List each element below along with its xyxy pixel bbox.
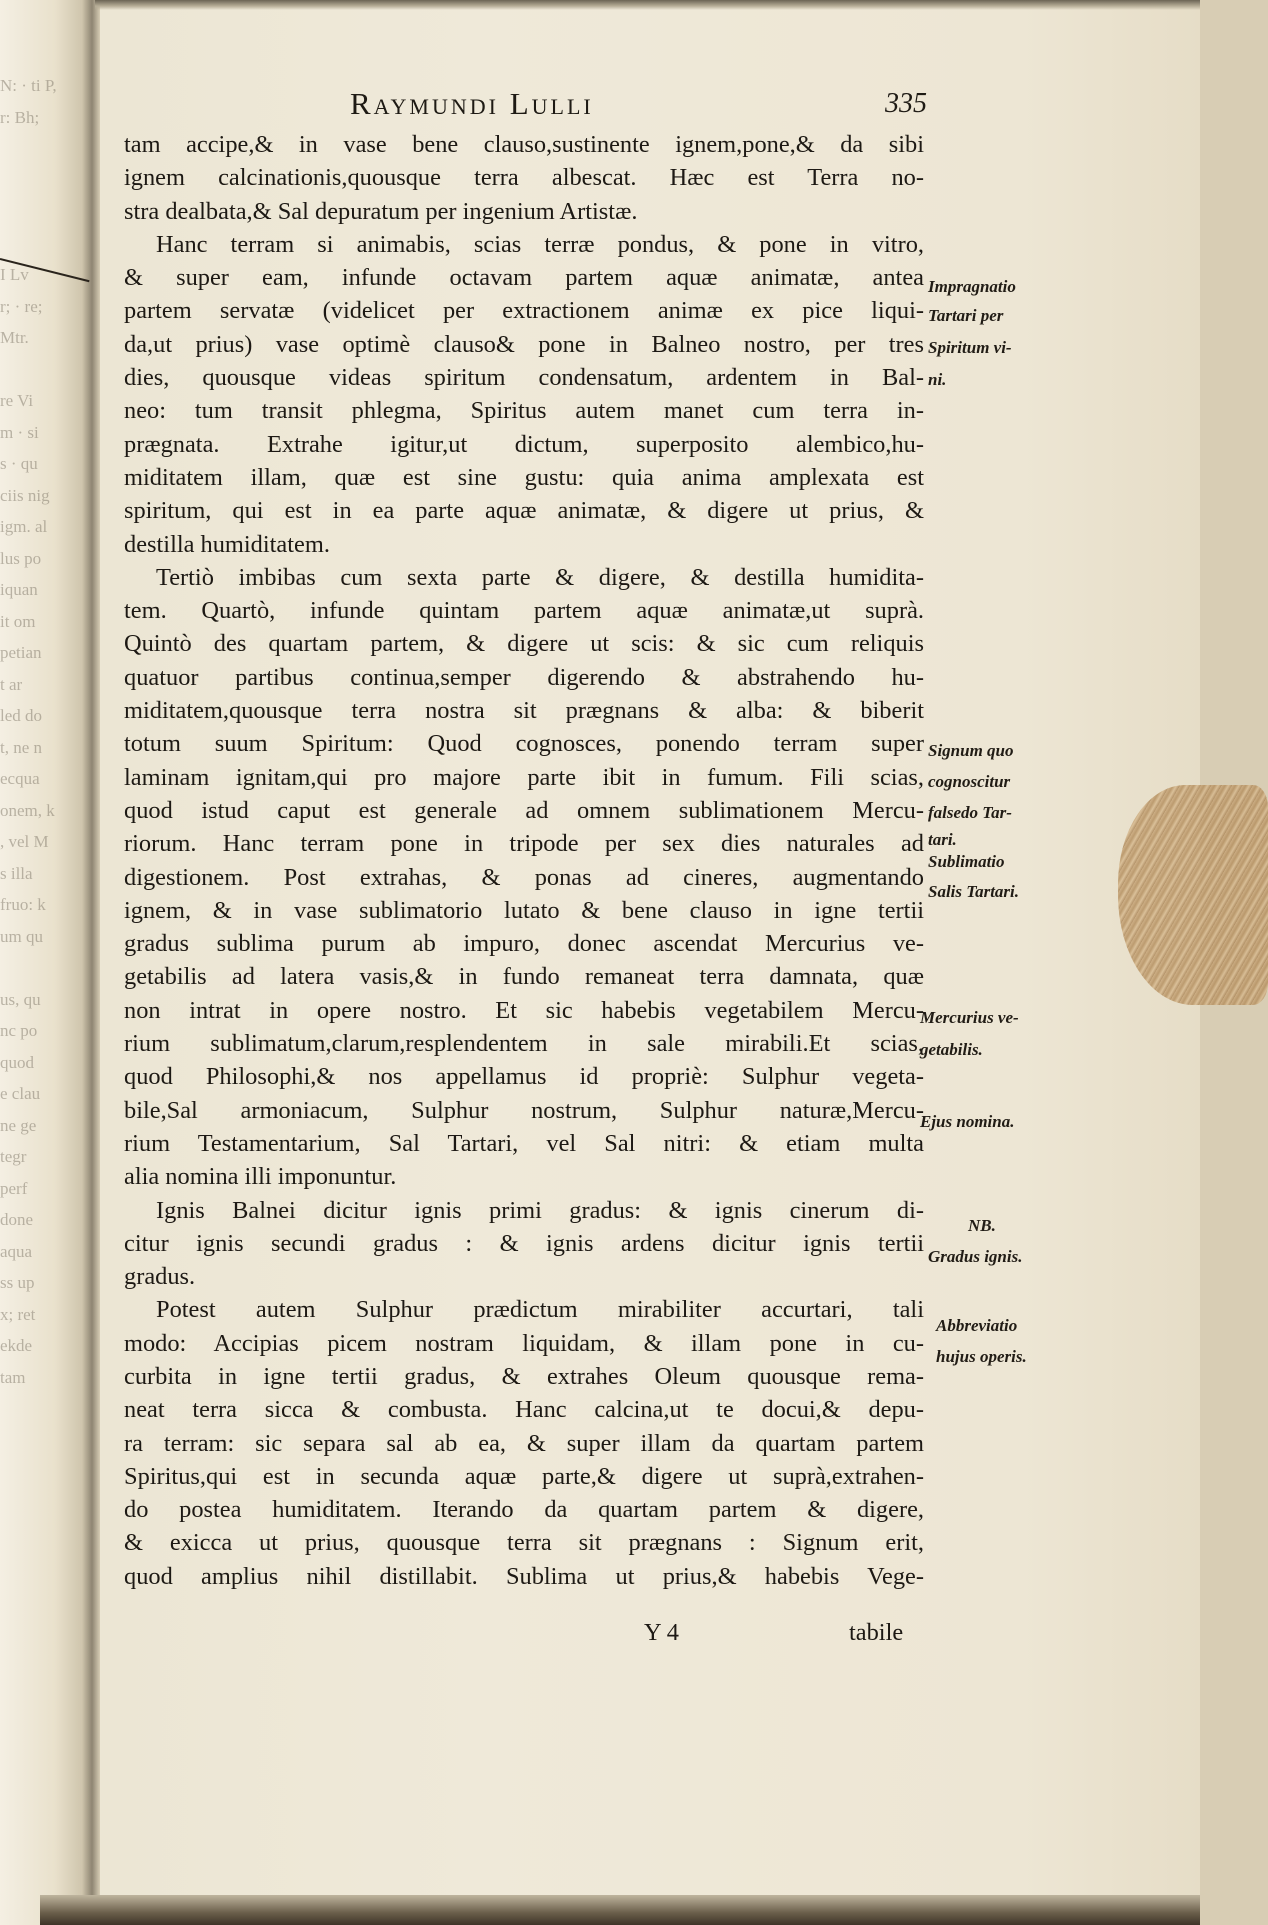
bottom-page-edge — [40, 1895, 1200, 1925]
text-line: ra terram: sic separa sal ab ea, & super illam da quartam partem — [124, 1429, 924, 1457]
text-line: citur ignis secundi gradus : & ignis ardens dicitur ignis tertii — [124, 1229, 924, 1257]
margin-note: Tartari per — [928, 306, 1004, 325]
margin-note: getabilis. — [920, 1040, 983, 1059]
page-header — [350, 82, 950, 126]
text-line: rium sublimatum,clarum,resplendentem in sale mirabili.Et scias, — [124, 1030, 924, 1058]
margin-note: ni. — [928, 370, 947, 389]
text-line: Potest autem Sulphur prædictum mirabiliter accurtari, tali — [156, 1296, 924, 1324]
margin-note: Impragnatio — [928, 277, 1016, 296]
text-line: laminam ignitam,qui pro majore parte ibit in fumum. Fili scias, — [124, 763, 924, 791]
text-line: ignem calcinationis,quousque terra albescat. Hæc est Terra no- — [124, 164, 924, 192]
text-line: Hanc terram si animabis, scias terræ pondus, & pone in vitro, — [156, 230, 924, 258]
running-head: Raymundi Lulli — [350, 86, 594, 121]
text-line: gradus. — [124, 1263, 196, 1291]
catchword: tabile — [849, 1619, 904, 1646]
margin-notes — [920, 0, 1068, 1925]
text-line: bile,Sal armoniacum, Sulphur nostrum, Sulphur naturæ,Mercu- — [124, 1096, 924, 1124]
facing-page-bleed: N: · ti P, r: Bh; I Lv r; · re; Mtr. re Vi m · si s · qu ciis nig igm. al lus po iquan it om petian t ar led do t, ne n ecqua onem, k , vel M s illa fruo: k um qu us, qu nc po quod e clau ne ge tegr perf done aqua ss up x; ret ekde tam — [0, 76, 57, 1387]
text-line: riorum. Hanc terram pone in tripode per sex dies naturales ad — [124, 830, 924, 858]
text-line: curbita in igne tertii gradus, & extrahes Oleum quousque rema- — [124, 1362, 924, 1390]
text-line: partem servatæ (videlicet per extractionem animæ ex pice liqui- — [124, 297, 924, 325]
margin-note: Spiritum vi- — [928, 338, 1012, 357]
text-line: quatuor partibus continua,semper digerendo & abstrahendo hu- — [124, 663, 924, 691]
text-line: quod amplius nihil distillabit. Sublima ut prius,& habebis Vege- — [124, 1562, 924, 1590]
margin-note: Ejus nomina. — [920, 1112, 1015, 1131]
text-line: da,ut prius) vase optimè clauso& pone in Balneo nostro, per tres — [124, 330, 924, 358]
text-line: & exicca ut prius, quousque terra sit prægnans : Signum erit, — [124, 1529, 924, 1557]
margin-note: Mercurius ve- — [920, 1008, 1019, 1027]
text-line: destilla humiditatem. — [124, 530, 330, 558]
text-line: getabilis ad latera vasis,& in fundo remaneat terra damnata, quæ — [124, 963, 924, 991]
margin-note: Gradus ignis. — [928, 1247, 1023, 1266]
text-line: tem. Quartò, infunde quintam partem aquæ animatæ,ut suprà. — [124, 597, 924, 625]
text-line: neo: tum transit phlegma, Spiritus autem manet cum terra in- — [124, 397, 924, 425]
text-line: tam accipe,& in vase bene clauso,sustinente ignem,pone,& da sibi — [124, 131, 924, 158]
text-line: non intrat in opere nostro. Et sic habebis vegetabilem Mercu- — [124, 996, 924, 1024]
margin-note: Abbreviatio — [936, 1316, 1018, 1335]
text-line: miditatem illam, quæ est sine gustu: quia anima amplexata est — [124, 463, 924, 491]
page-number: 335 — [885, 88, 927, 119]
text-line: digestionem. Post extrahas, & ponas ad cineres, augmentando — [124, 863, 924, 891]
text-line: do postea humiditatem. Iterando da quartam partem & digere, — [124, 1496, 924, 1524]
text-line: alia nomina illi imponuntur. — [124, 1163, 397, 1191]
text-line: miditatem,quousque terra nostra sit prægnans & alba: & biberit — [124, 697, 924, 725]
margin-note: hujus operis. — [936, 1347, 1027, 1366]
page-footer — [124, 1616, 924, 1650]
margin-note: Signum quo — [928, 741, 1014, 760]
text-line: rium Testamentarium, Sal Tartari, vel Sal nitri: & etiam multa — [124, 1129, 924, 1157]
text-line: quod istud caput est generale ad omnem sublimationem Mercu- — [124, 796, 924, 824]
margin-note: cognoscitur — [928, 772, 1011, 791]
margin-note: NB. — [968, 1216, 996, 1235]
text-line: stra dealbata,& Sal depuratum per ingenium Artistæ. — [124, 197, 638, 225]
signature-mark: Y 4 — [644, 1619, 680, 1646]
text-line: Quintò des quartam partem, & digere ut scis: & sic cum reliquis — [124, 630, 924, 658]
text-line: Spiritus,qui est in secunda aquæ parte,& digere ut suprà,extrahen- — [124, 1462, 924, 1490]
text-line: prægnata. Extrahe igitur,ut dictum, superposito alembico,hu- — [124, 430, 924, 458]
text-line: quod Philosophi,& nos appellamus id propriè: Sulphur vegeta- — [124, 1063, 924, 1091]
margin-note: Sublimatio — [928, 852, 1005, 871]
text-line: Ignis Balnei dicitur ignis primi gradus: & ignis cinerum di- — [156, 1196, 924, 1224]
main-text-block — [124, 128, 924, 1593]
text-line: spiritum, qui est in ea parte aquæ animatæ, & digere ut prius, & — [124, 497, 924, 525]
margin-note: Salis Tartari. — [928, 882, 1020, 901]
text-line: dies, quousque videas spiritum condensatum, ardentem in Bal- — [124, 364, 924, 392]
text-line: & super eam, infunde octavam partem aquæ animatæ, antea — [124, 264, 924, 292]
margin-note: falsedo Tar- — [928, 803, 1012, 822]
margin-note: tari. — [928, 830, 957, 849]
text-line: neat terra sicca & combusta. Hanc calcina,ut te docui,& depu- — [124, 1396, 924, 1424]
text-line: totum suum Spiritum: Quod cognosces, ponendo terram super — [124, 730, 924, 758]
brush-bristles — [1118, 785, 1268, 1005]
text-line: modo: Accipias picem nostram liquidam, & illam pone in cu- — [124, 1329, 924, 1357]
text-line: ignem, & in vase sublimatorio lutato & bene clauso in igne tertii — [124, 896, 924, 924]
text-line: gradus sublima purum ab impuro, donec ascendat Mercurius ve- — [124, 930, 924, 958]
text-line: Tertiò imbibas cum sexta parte & digere, & destilla humidita- — [156, 563, 924, 591]
